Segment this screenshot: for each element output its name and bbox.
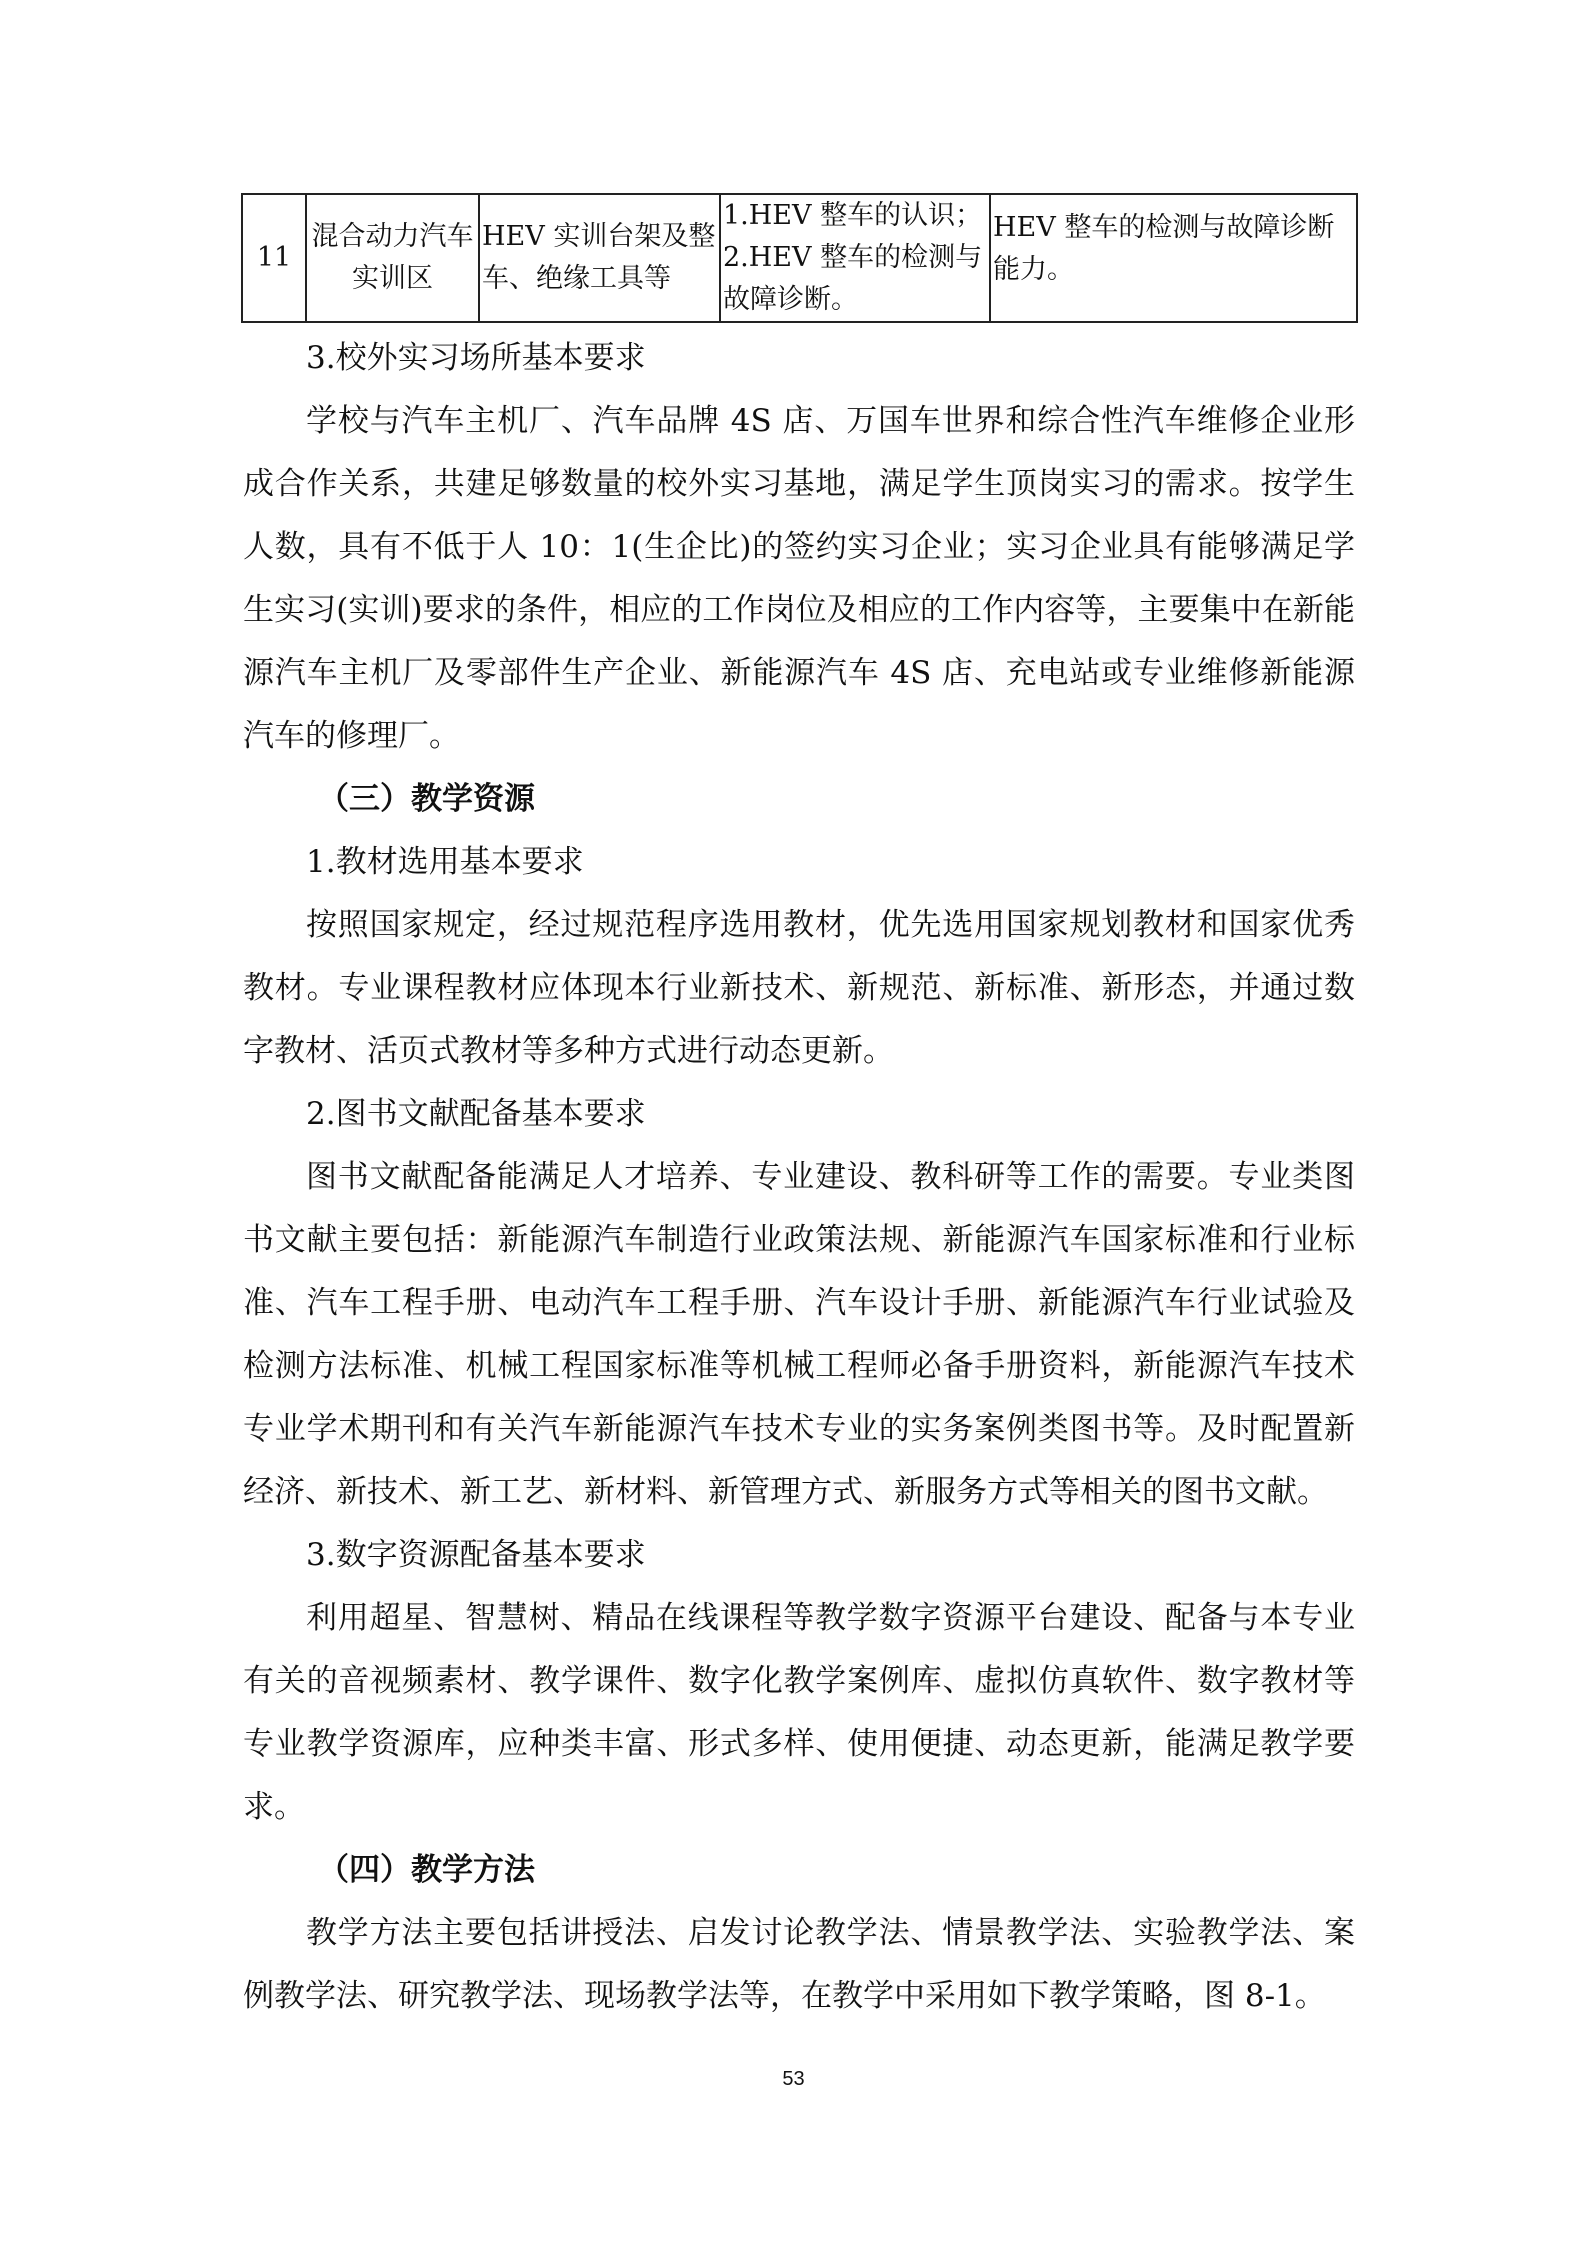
- cell-ability: HEV 整车的检测与故障诊断能力。: [990, 194, 1357, 322]
- cell-area: 混合动力汽车实训区: [306, 194, 479, 322]
- paragraph: 学校与汽车主机厂、汽车品牌 4S 店、万国车世界和综合性汽车维修企业形成合作关系，共建足够数量的校外实习基地，满足学生顶岗实习的需求。按学生人数，具有不低于人 10：1(生企比)的签约实习企业；实习企业具有能够满足学生实习(实训)要求的条件，相应的工作岗位及相应的工作内容等，主要集中在新能源汽车主机厂及零部件生产企业、新能源汽车 4S 店、充电站或专业维修新能源汽车的修理厂。: [243, 403, 1355, 754]
- training-equipment-table: [241, 193, 1358, 323]
- page-number: 53: [782, 2068, 805, 2090]
- paragraph: 图书文献配备能满足人才培养、专业建设、教科研等工作的需要。专业类图书文献主要包括：新能源汽车制造行业政策法规、新能源汽车国家标准和行业标准、汽车工程手册、电动汽车工程手册、汽车设计手册、新能源汽车行业试验及检测方法标准、机械工程国家标准等机械工程师必备手册资料，新能源汽车技术专业学术期刊和有关汽车新能源汽车技术专业的实务案例类图书等。及时配置新经济、新技术、新工艺、新材料、新管理方式、新服务方式等相关的图书文献。: [243, 1159, 1355, 1510]
- subsection-heading: 1.教材选用基本要求: [306, 844, 584, 880]
- project-item: 2.HEV 整车的检测与故障诊断。: [723, 242, 983, 315]
- cell-projects: [720, 194, 990, 322]
- subsection-heading: 3.数字资源配备基本要求: [306, 1537, 646, 1573]
- cell-number: 11: [242, 194, 306, 322]
- paragraph: 按照国家规定，经过规范程序选用教材，优先选用国家规划教材和国家优秀教材。专业课程教材应体现本行业新技术、新规范、新标准、新形态，并通过数字教材、活页式教材等多种方式进行动态更新。: [243, 907, 1355, 1069]
- section-heading: （三）教学资源: [318, 781, 535, 817]
- cell-equipment: HEV 实训台架及整车、绝缘工具等: [479, 194, 720, 322]
- paragraph: 利用超星、智慧树、精品在线课程等教学数字资源平台建设、配备与本专业有关的音视频素材、教学课件、数字化教学案例库、虚拟仿真软件、数字教材等专业教学资源库，应种类丰富、形式多样、使用便捷、动态更新，能满足教学要求。: [243, 1600, 1355, 1825]
- section-heading: （四）教学方法: [318, 1852, 535, 1888]
- section-heading: 3.校外实习场所基本要求: [306, 340, 646, 376]
- project-item: 1.HEV 整车的认识；: [723, 200, 983, 231]
- subsection-heading: 2.图书文献配备基本要求: [306, 1096, 646, 1132]
- paragraph: 教学方法主要包括讲授法、启发讨论教学法、情景教学法、实验教学法、案例教学法、研究教学法、现场教学法等，在教学中采用如下教学策略，图 8-1。: [243, 1915, 1355, 2014]
- table-row: [242, 194, 1357, 322]
